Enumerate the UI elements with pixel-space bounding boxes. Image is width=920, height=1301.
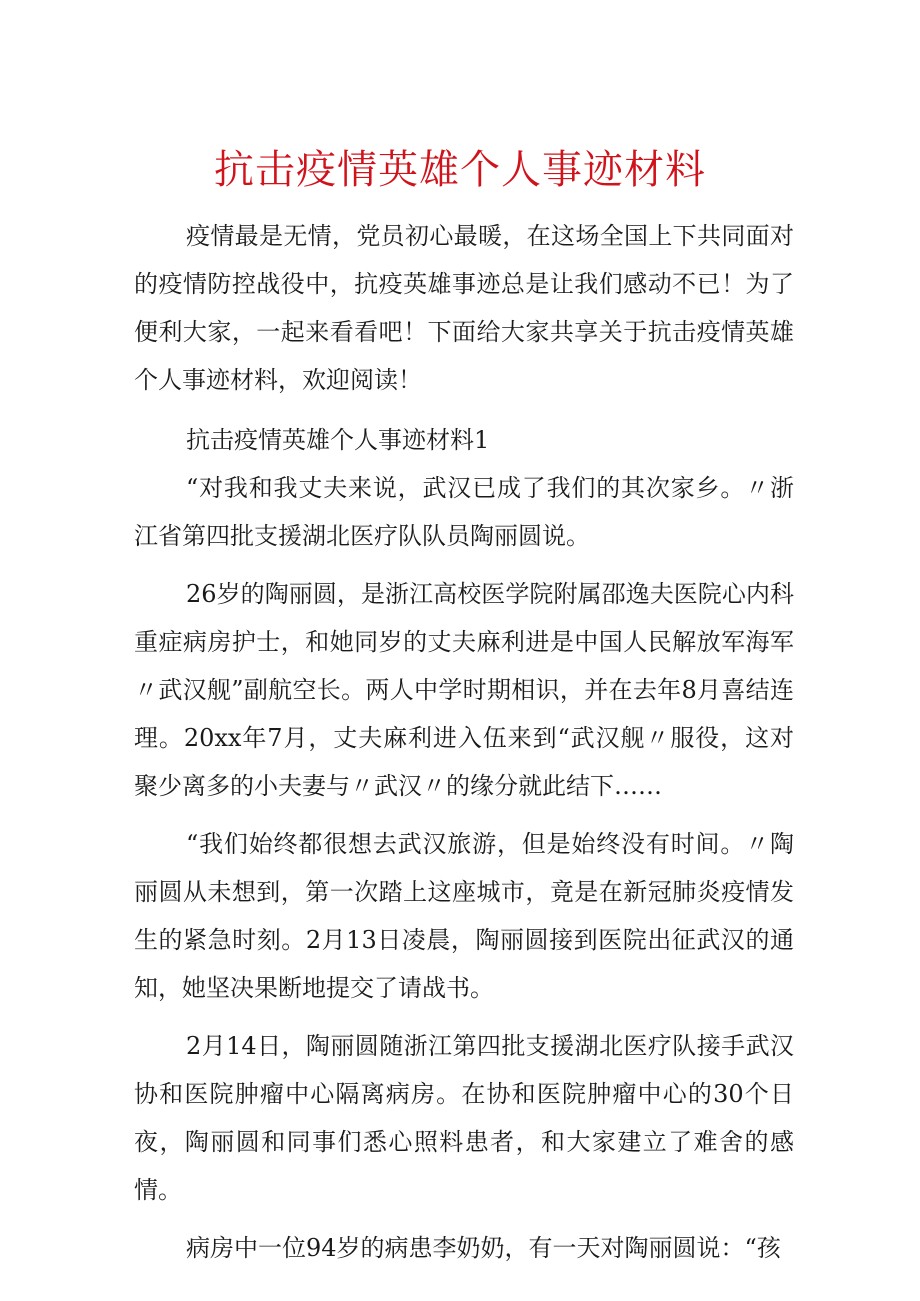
document-body: [134, 212, 794, 1272]
body-paragraph: “我们始终都很想去武汉旅游，但是始终没有时间。〃陶丽圆从未想到，第一次踏上这座城市，竟是在新冠肺炎疫情发生的紧急时刻。2月13日凌晨，陶丽圆接到医院出征武汉的通知，她坚决果断地提交了请战书。: [134, 830, 794, 1002]
document-title: 抗击疫情英雄个人事迹材料: [214, 147, 706, 193]
body-paragraph: 26岁的陶丽圆，是浙江高校医学院附属邵逸夫医院心内科重症病房护士，和她同岁的丈夫麻利进是中国人民解放军海军〃武汉舰”副航空长。两人中学时期相识，并在去年8月喜结连理。20xx年7月，丈夫麻利进入伍来到“武汉舰〃服役，这对聚少离多的小夫妻与〃武汉〃的缘分就此结下……: [134, 580, 794, 800]
section-heading: 抗击疫情英雄个人事迹材料1: [186, 426, 490, 454]
body-paragraph: 2月14日，陶丽圆随浙江第四批支援湖北医疗队接手武汉协和医院肿瘤中心隔离病房。在协和医院肿瘤中心的30个日夜，陶丽圆和同事们悉心照料患者，和大家建立了难舍的感情。: [134, 1032, 794, 1204]
intro-paragraph: 疫情最是无情，党员初心最暖，在这场全国上下共同面对的疫情防控战役中，抗疫英雄事迹总是让我们感动不已！为了便利大家，一起来看看吧！下面给大家共享关于抗击疫情英雄个人事迹材料，欢迎阅读！: [134, 222, 794, 394]
body-paragraph: “对我和我丈夫来说，武汉已成了我们的其次家乡。〃浙江省第四批支援湖北医疗队队员陶丽圆说。: [134, 474, 794, 550]
body-paragraph: 病房中一位94岁的病患李奶奶，有一天对陶丽圆说：“孩: [186, 1234, 781, 1262]
